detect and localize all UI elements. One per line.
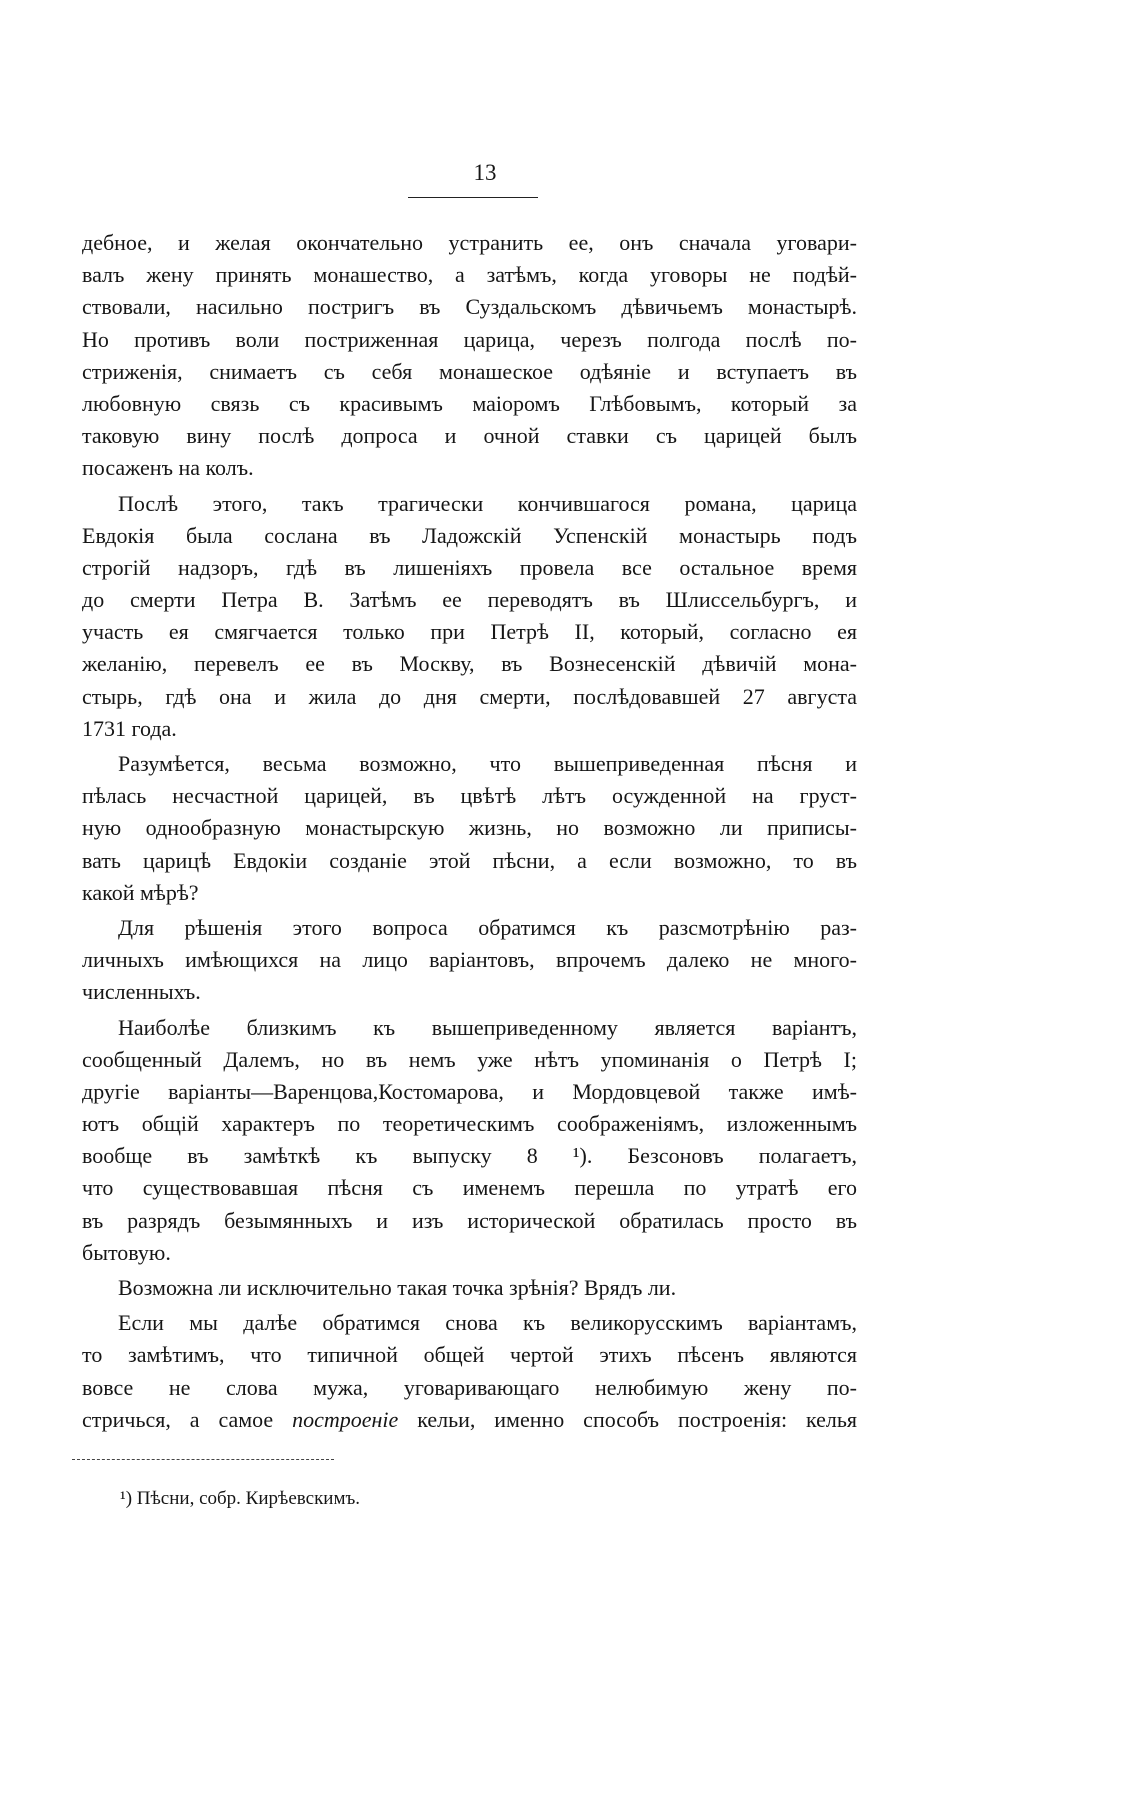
text-line: желанію, перевелъ ее въ Москву, въ Вознесенскій дѣвичій мона- — [82, 651, 857, 677]
text-line: таковую вину послѣ допроса и очной ставки съ царицей былъ — [82, 423, 857, 449]
text-line: пѣлась несчастной царицей, въ цвѣтѣ лѣтъ осужденной на груст- — [82, 783, 857, 809]
text-line: Для рѣшенія этого вопроса обратимся къ разсмотрѣнію раз- — [118, 914, 857, 940]
text-line: до смерти Петра В. Затѣмъ ее переводятъ въ Шлиссельбургъ, и — [82, 587, 857, 613]
text-line: Если мы далѣе обратимся снова къ великорусскимъ варіантамъ, — [118, 1310, 857, 1336]
text-line: валъ жену принять монашество, а затѣмъ, когда уговоры не подѣй- — [82, 262, 857, 288]
text-line: какой мѣрѣ? — [82, 879, 199, 905]
text-line: то замѣтимъ, что типичной общей чертой этихъ пѣсенъ являются — [82, 1342, 857, 1368]
text-line: дебное, и желая окончательно устранить ее, онъ сначала уговари- — [82, 230, 857, 255]
text-line: что существовавшая пѣсня съ именемъ перешла по утратѣ его — [82, 1175, 857, 1201]
body-text — [82, 227, 857, 1439]
text-line: вать царицѣ Евдокіи созданіе этой пѣсни, а если возможно, то въ — [82, 847, 857, 873]
text-line: другіе варіанты—Варенцова,Костомарова, и Мордовцевой также имѣ- — [82, 1078, 857, 1104]
text-segment: кельи, именно способъ построенія: келья — [398, 1406, 857, 1432]
text-line — [82, 1404, 857, 1436]
text-line: посаженъ на колъ. — [82, 455, 254, 481]
text-line: Евдокія была сослана въ Ладожскій Успенскій монастырь подъ — [82, 522, 857, 548]
text-line: 1731 года. — [82, 715, 177, 741]
text-line: Но противъ воли постриженная царица, черезъ полгода послѣ по- — [82, 326, 857, 352]
paragraph — [82, 488, 857, 746]
text-line: стырь, гдѣ она и жила до дня смерти, послѣдовавшей 27 августа — [82, 683, 857, 709]
paragraph — [82, 912, 857, 1009]
text-line: Наиболѣе близкимъ къ вышеприведенному является варіантъ, — [118, 1014, 857, 1040]
paragraph — [82, 748, 857, 909]
paragraph — [82, 227, 857, 485]
text-line: Разумѣется, весьма возможно, что вышеприведенная пѣсня и — [118, 751, 857, 776]
text-line: ютъ общій характеръ по теоретическимъ соображеніямъ, изложеннымъ — [82, 1111, 857, 1137]
text-line: участь ея смягчается только при Петрѣ II, который, согласно ея — [82, 619, 857, 645]
text-line: стриженія, снимаетъ съ себя монашеское одѣяніе и вступаетъ въ — [82, 358, 857, 384]
paragraph — [82, 1307, 857, 1436]
header-rule — [408, 197, 538, 198]
text-line: личныхъ имѣющихся на лицо варіантовъ, впрочемъ далеко не много- — [82, 947, 857, 973]
text-line: бытовую. — [82, 1239, 171, 1265]
paragraph — [82, 1272, 857, 1304]
paragraph — [82, 1012, 857, 1270]
page-number: 13 — [473, 160, 497, 185]
text-line: въ разрядъ безымянныхъ и изъ исторической обратилась просто въ — [82, 1207, 857, 1233]
footnote-separator — [72, 1459, 334, 1460]
text-line: численныхъ. — [82, 979, 201, 1005]
text-line: любовную связь съ красивымъ маіоромъ Глѣбовымъ, который за — [82, 390, 857, 416]
text-line: ствовали, насильно постригъ въ Суздальскомъ дѣвичьемъ монастырѣ. — [82, 294, 857, 320]
text-line: вообще въ замѣткѣ къ выпуску 8 ¹). Безсоновъ полагаетъ, — [82, 1143, 857, 1169]
text-line: Послѣ этого, такъ трагически кончившагося романа, царица — [118, 490, 857, 516]
text-line: ную однообразную монастырскую жизнь, но возможно ли приписы- — [82, 815, 857, 841]
text-line: Возможна ли исключительно такая точка зрѣнія? Врядъ ли. — [118, 1275, 677, 1300]
text-line: строгій надзоръ, гдѣ въ лишеніяхъ провела все остальное время — [82, 554, 857, 580]
italic-emphasis: построеніе — [292, 1406, 399, 1432]
text-line: вовсе не слова мужа, уговаривающаго нелюбимую жену по- — [82, 1374, 857, 1400]
footnote: ¹) Пѣсни, собр. Кирѣевскимъ. — [120, 1488, 361, 1509]
text-line: сообщенный Далемъ, но въ немъ уже нѣтъ упоминанія о Петрѣ I; — [82, 1046, 857, 1072]
text-segment: стричься, а самое — [82, 1406, 293, 1432]
